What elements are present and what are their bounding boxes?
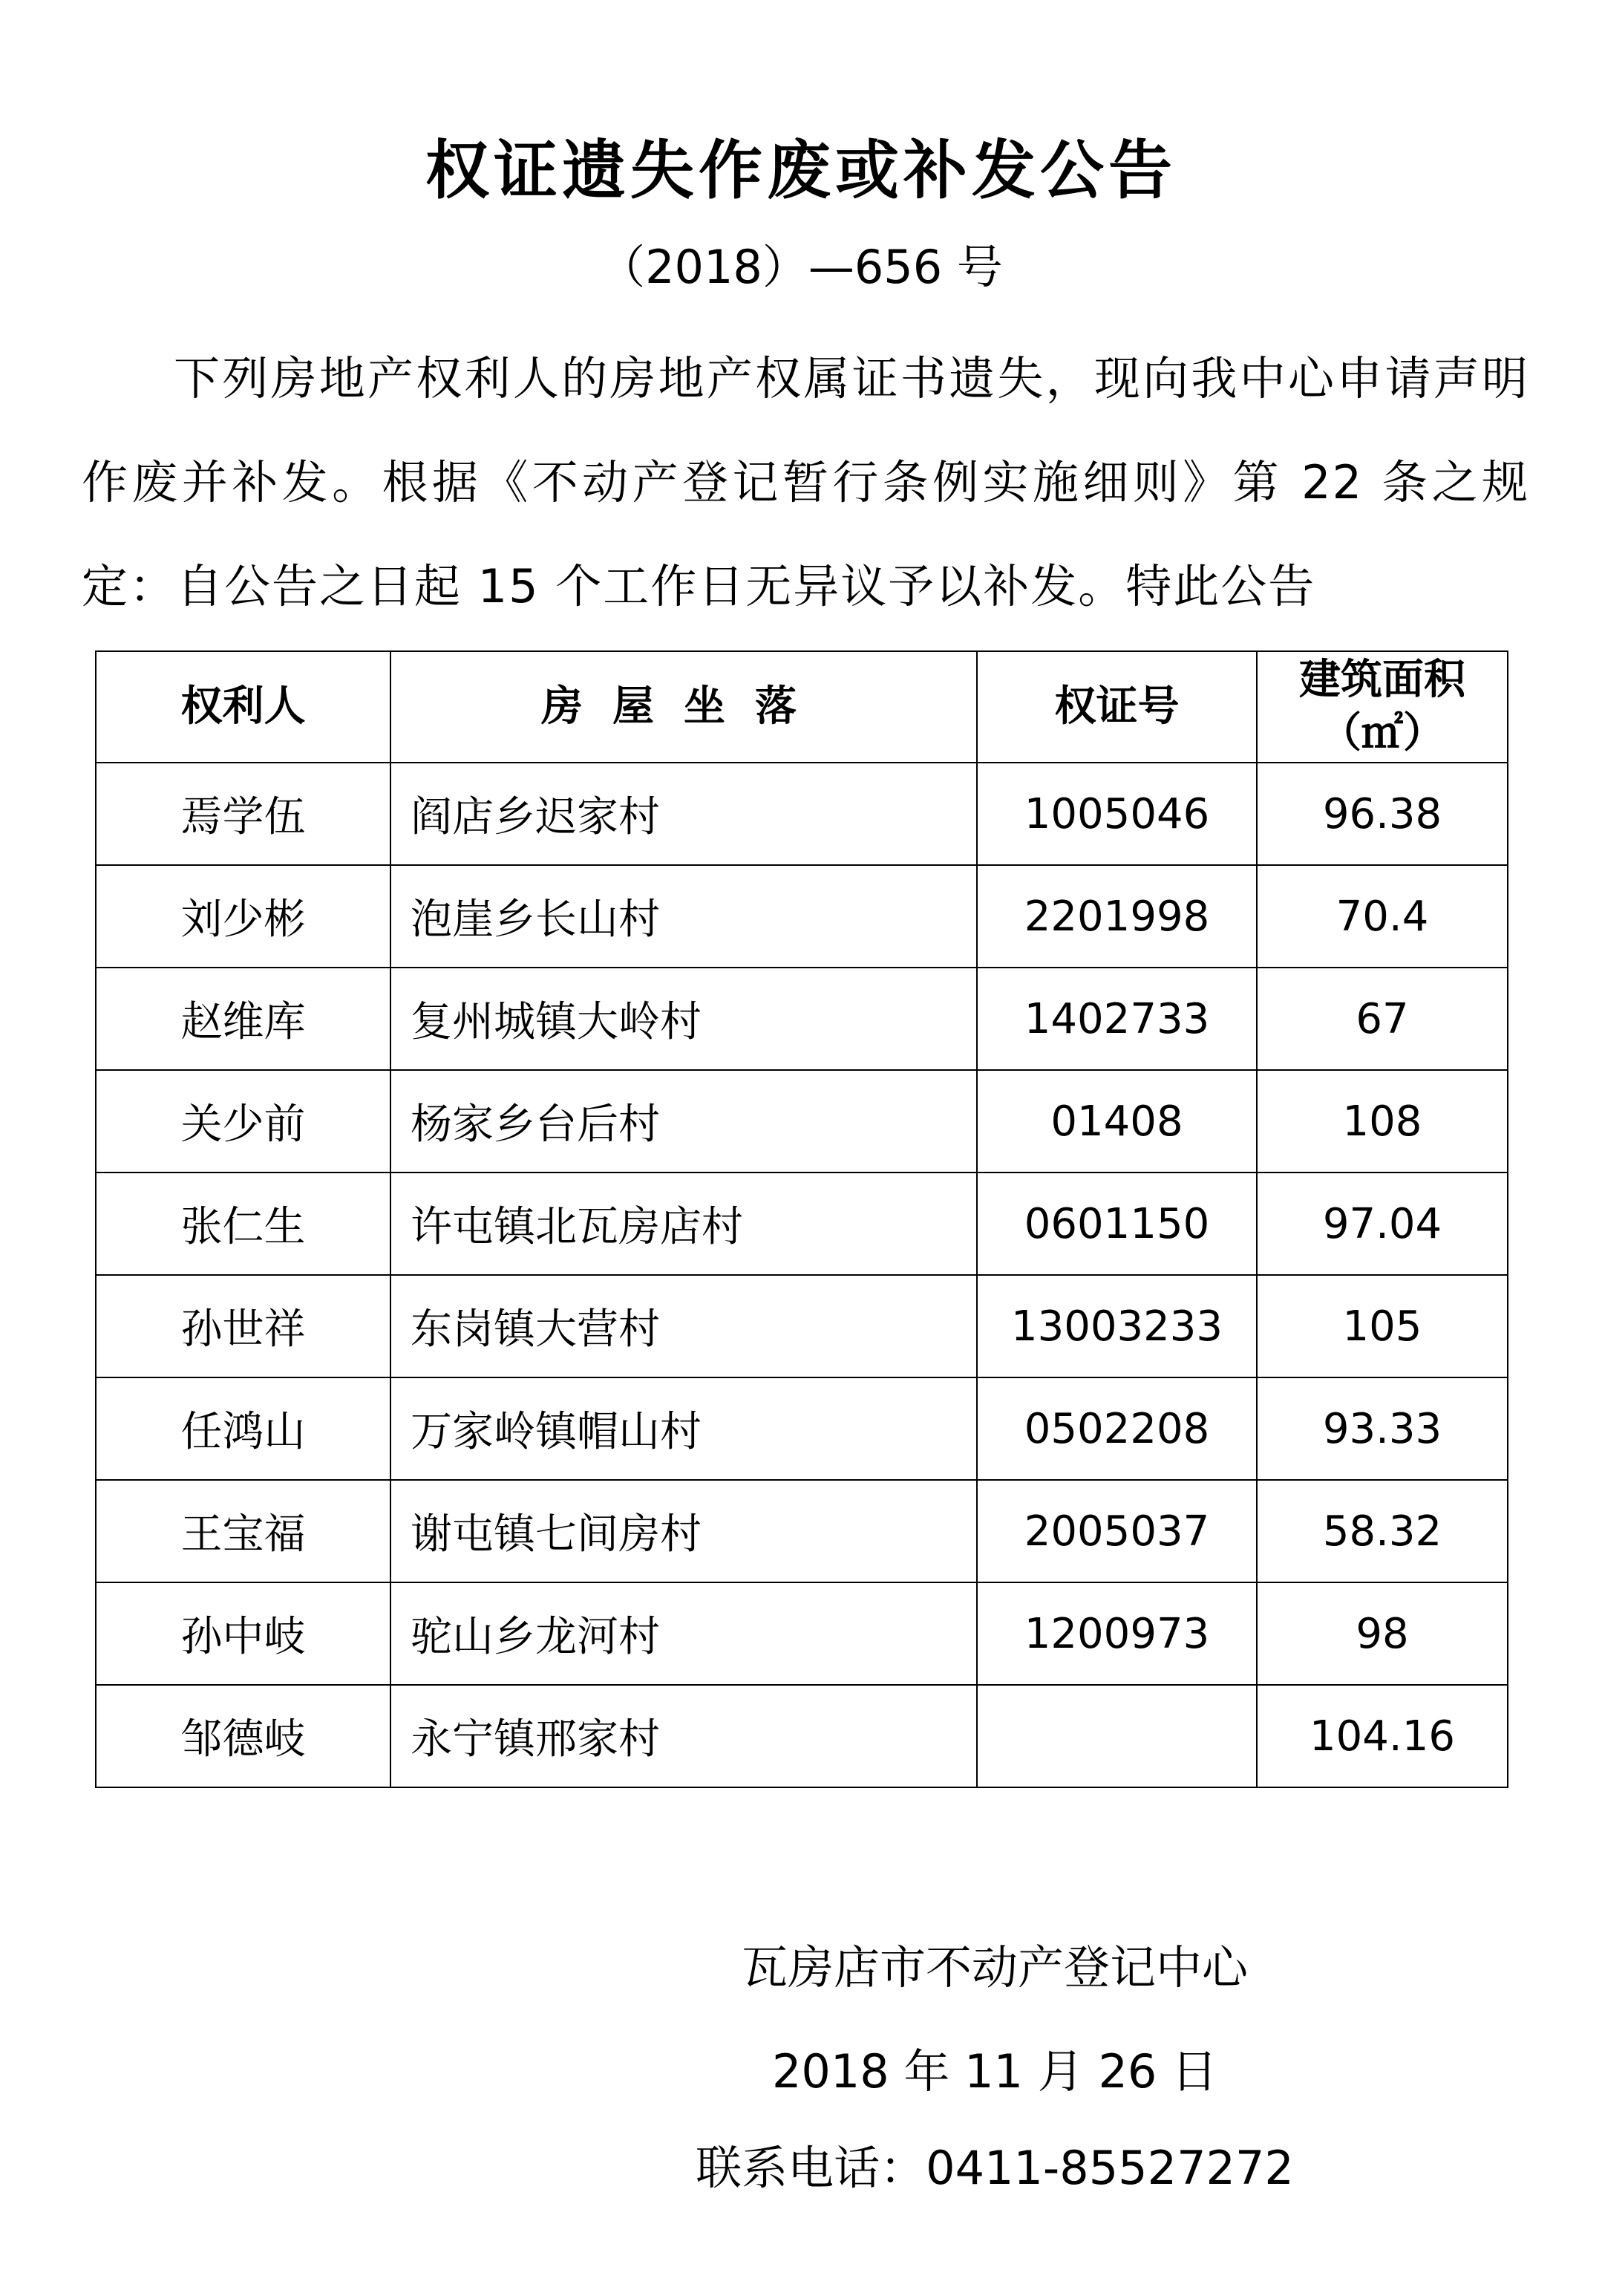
- table-row: [96, 865, 1508, 968]
- cell-certificate-number: 1200973: [977, 1582, 1257, 1685]
- table-row: [96, 1377, 1508, 1480]
- cell-floor-area: 67: [1257, 968, 1508, 1070]
- table-row: [96, 1480, 1508, 1582]
- cell-rights-holder: 关少前: [96, 1070, 390, 1173]
- cell-property-location: 复州城镇大岭村: [390, 968, 977, 1070]
- cell-property-location: 驼山乡龙河村: [390, 1582, 977, 1685]
- header-floor-area-unit: （㎡）: [1320, 709, 1445, 757]
- cell-rights-holder: 孙世祥: [96, 1275, 390, 1377]
- cell-property-location: 谢屯镇七间房村: [390, 1480, 977, 1582]
- header-rights-holder: 权利人: [96, 651, 390, 763]
- cell-property-location: 许屯镇北瓦房店村: [390, 1173, 977, 1275]
- cell-certificate-number: 01408: [977, 1070, 1257, 1173]
- table-row: [96, 763, 1508, 865]
- table-row: [96, 1070, 1508, 1173]
- issue-date: 2018 年 11 月 26 日: [771, 2044, 1218, 2098]
- header-floor-area: [1257, 651, 1508, 763]
- issuing-organization: 瓦房店市不动产登记中心: [741, 1940, 1248, 1995]
- cell-certificate-number: 2005037: [977, 1480, 1257, 1582]
- cell-property-location: 阎店乡迟家村: [390, 763, 977, 865]
- cell-certificate-number: 1005046: [977, 763, 1257, 865]
- cell-property-location: 永宁镇邢家村: [390, 1685, 977, 1787]
- cell-certificate-number: 13003233: [977, 1275, 1257, 1377]
- table-row: [96, 968, 1508, 1070]
- table-header-row: [96, 651, 1508, 763]
- cell-rights-holder: 任鸿山: [96, 1377, 390, 1480]
- table-row: [96, 1582, 1508, 1685]
- cell-rights-holder: 王宝福: [96, 1480, 390, 1582]
- cell-floor-area: 96.38: [1257, 763, 1508, 865]
- cell-floor-area: 93.33: [1257, 1377, 1508, 1480]
- table-row: [96, 1685, 1508, 1787]
- cell-rights-holder: 赵维库: [96, 968, 390, 1070]
- header-floor-area-label: 建筑面积: [1299, 656, 1465, 704]
- table-row: [96, 1173, 1508, 1275]
- announcement-body: [82, 327, 1529, 639]
- cell-property-location: 东岗镇大营村: [390, 1275, 977, 1377]
- cell-rights-holder: 刘少彬: [96, 865, 390, 968]
- cell-certificate-number: 0502208: [977, 1377, 1257, 1480]
- cell-floor-area: 70.4: [1257, 865, 1508, 968]
- cell-floor-area: 105: [1257, 1275, 1508, 1377]
- cell-floor-area: 104.16: [1257, 1685, 1508, 1787]
- contact-phone: 联系电话：0411-85527272: [696, 2141, 1294, 2195]
- document-number: （2018）—656 号: [599, 240, 1003, 294]
- cell-certificate-number: 0601150: [977, 1173, 1257, 1275]
- cell-certificate-number: [977, 1685, 1257, 1787]
- announcement-text: 下列房地产权利人的房地产权属证书遗失，现向我中心申请声明作废并补发。根据《不动产登记暂行条例实施细则》第 22 条之规定：自公告之日起 15 个工作日无异议予以补发。特此公告: [82, 351, 1529, 613]
- cell-floor-area: 97.04: [1257, 1173, 1508, 1275]
- lost-certificates-table: [95, 650, 1508, 1788]
- cell-certificate-number: 2201998: [977, 865, 1257, 968]
- cell-rights-holder: 张仁生: [96, 1173, 390, 1275]
- cell-property-location: 杨家乡台后村: [390, 1070, 977, 1173]
- cell-floor-area: 108: [1257, 1070, 1508, 1173]
- cell-rights-holder: 邹德岐: [96, 1685, 390, 1787]
- page-title: 权证遗失作废或补发公告: [425, 134, 1177, 208]
- cell-certificate-number: 1402733: [977, 968, 1257, 1070]
- cell-floor-area: 58.32: [1257, 1480, 1508, 1582]
- table-row: [96, 1275, 1508, 1377]
- cell-property-location: 万家岭镇帽山村: [390, 1377, 977, 1480]
- cell-floor-area: 98: [1257, 1582, 1508, 1685]
- cell-rights-holder: 焉学伍: [96, 763, 390, 865]
- cell-rights-holder: 孙中岐: [96, 1582, 390, 1685]
- header-certificate-number: 权证号: [977, 651, 1257, 763]
- header-property-location: 房屋坐落: [390, 651, 977, 763]
- cell-property-location: 泡崖乡长山村: [390, 865, 977, 968]
